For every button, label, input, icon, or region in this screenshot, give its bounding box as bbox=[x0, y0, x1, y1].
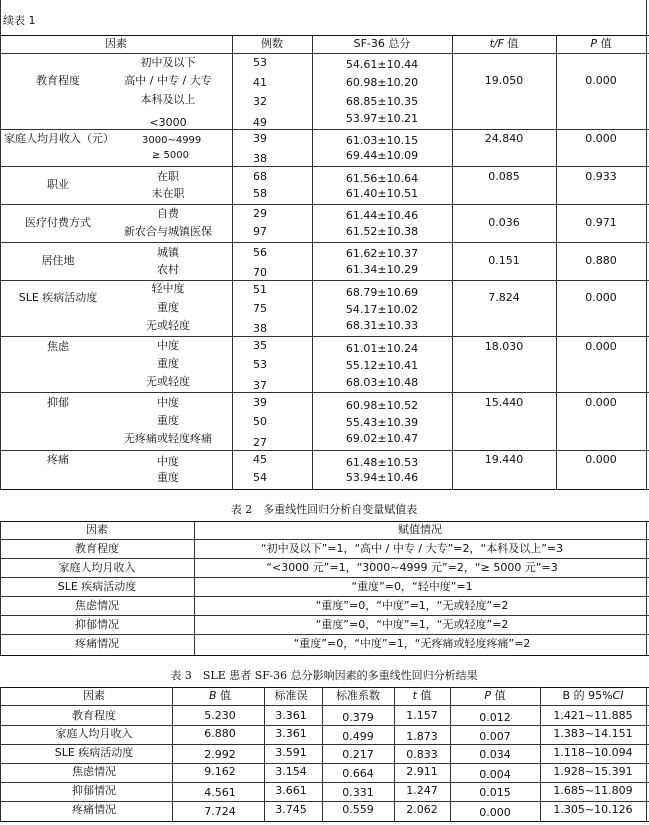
t1-n: 68 bbox=[253, 170, 267, 183]
t1-score: 60.98±10.20 bbox=[345, 76, 419, 89]
t1-n: 54 bbox=[253, 471, 267, 484]
t1-score: 61.56±10.64 bbox=[345, 172, 419, 185]
t1-group-name: 医疗付费方式 bbox=[25, 216, 91, 229]
t3-se: 3.661 bbox=[275, 784, 307, 797]
t1-level: 无或轻度 bbox=[146, 319, 190, 332]
t1-group-t: 18.030 bbox=[484, 340, 524, 353]
t3-t: 1.873 bbox=[406, 730, 438, 743]
t1-n: 45 bbox=[253, 453, 267, 466]
t1-group-name: SLE 疾病活动度 bbox=[18, 291, 98, 304]
t1-score: 60.98±10.52 bbox=[345, 399, 419, 412]
t1-n: 38 bbox=[253, 152, 267, 165]
t1-level: 重度 bbox=[157, 471, 179, 484]
t1-group-t: 0.036 bbox=[488, 216, 520, 229]
t3-header-b: B 值 bbox=[208, 689, 232, 702]
t1-score: 53.97±10.21 bbox=[345, 112, 419, 125]
t1-level: 无或轻度 bbox=[146, 375, 190, 388]
t1-n: 58 bbox=[253, 187, 267, 200]
t3-ci: 1.685~11.809 bbox=[553, 784, 633, 797]
t2-assign: “重度”=0，“轻中度”=1 bbox=[351, 580, 473, 593]
t1-level: 农村 bbox=[157, 263, 179, 276]
t1-group-p: 0.000 bbox=[585, 132, 617, 145]
t3-factor: 抑郁情况 bbox=[72, 784, 116, 797]
t2-factor: 抑郁情况 bbox=[75, 618, 119, 631]
t3-t: 1.247 bbox=[406, 784, 438, 797]
t3-beta: 0.331 bbox=[342, 786, 374, 799]
t1-level: 高中 / 中专 / 大专 bbox=[124, 74, 212, 87]
t3-beta: 0.499 bbox=[342, 730, 374, 743]
t1-n: 39 bbox=[253, 396, 267, 409]
t1-score: 69.02±10.47 bbox=[345, 432, 419, 445]
t1-score: 53.94±10.46 bbox=[345, 471, 419, 484]
t1-score: 61.62±10.37 bbox=[345, 247, 419, 260]
t1-n: 37 bbox=[253, 379, 267, 392]
t1-n: 75 bbox=[253, 302, 267, 315]
t1-group-p: 0.000 bbox=[585, 340, 617, 353]
t1-n: 56 bbox=[253, 246, 267, 259]
t1-level: 中度 bbox=[157, 396, 179, 409]
t1-n: 41 bbox=[253, 76, 267, 89]
t3-ci: 1.383~14.151 bbox=[553, 727, 633, 740]
t3-beta: 0.217 bbox=[342, 748, 374, 761]
t3-ci: 1.305~10.126 bbox=[553, 803, 633, 816]
t1-level: 初中及以下 bbox=[140, 56, 196, 69]
t1-n: 32 bbox=[253, 95, 267, 108]
t1-n: 38 bbox=[253, 322, 267, 335]
t1-group-t: 0.151 bbox=[488, 254, 520, 267]
t1-header-count: 例数 bbox=[261, 37, 283, 50]
t3-factor: 教育程度 bbox=[72, 709, 116, 722]
t1-level: 未在职 bbox=[151, 187, 185, 200]
t1-level: 本科及以上 bbox=[140, 93, 196, 106]
t1-group-name: 抑郁 bbox=[47, 396, 69, 409]
t3-factor: 疼痛情况 bbox=[72, 803, 116, 816]
t3-beta: 0.379 bbox=[342, 711, 374, 724]
t1-score: 68.85±10.35 bbox=[345, 95, 419, 108]
t2-header-factor: 因素 bbox=[86, 523, 108, 536]
t1-score: 61.34±10.29 bbox=[345, 263, 419, 276]
t1-score: 54.61±10.44 bbox=[345, 58, 419, 71]
t1-group-name: 焦虑 bbox=[47, 340, 69, 353]
t3-t: 0.833 bbox=[406, 748, 438, 761]
t2-factor: 家庭人均月收入 bbox=[58, 561, 136, 574]
t1-n: 50 bbox=[253, 415, 267, 428]
t1-level: 重度 bbox=[157, 414, 179, 427]
t1-group-p: 0.000 bbox=[585, 396, 617, 409]
t1-group-p: 0.000 bbox=[585, 291, 617, 304]
t1-level: <3000 bbox=[149, 116, 187, 129]
t3-b: 5.230 bbox=[204, 709, 236, 722]
t1-score: 61.52±10.38 bbox=[345, 225, 419, 238]
t1-score: 55.43±10.39 bbox=[345, 416, 419, 429]
t1-level: 中度 bbox=[157, 455, 179, 468]
t2-assign: “初中及以下”=1，“高中 / 中专 / 大专”=2，“本科及以上”=3 bbox=[260, 542, 564, 555]
t1-n: 97 bbox=[253, 225, 267, 238]
t1-level: 无疼痛或轻度疼痛 bbox=[124, 432, 212, 445]
t3-factor: SLE 疾病活动度 bbox=[54, 746, 134, 759]
t1-level: 新农合与城镇医保 bbox=[124, 225, 212, 238]
t1-group-p: 0.933 bbox=[585, 170, 617, 183]
t3-p: 0.015 bbox=[479, 786, 511, 799]
t3-b: 9.162 bbox=[204, 765, 236, 778]
table1-caption: 续表 1 bbox=[3, 14, 36, 27]
t1-group-t: 24.840 bbox=[484, 132, 524, 145]
t1-score: 69.44±10.09 bbox=[345, 149, 419, 162]
t1-header-sf36: SF-36 总分 bbox=[353, 37, 411, 50]
t3-factor: 焦虑情况 bbox=[72, 765, 116, 778]
t2-assign: “重度”=0，“中度”=1，“无或轻度”=2 bbox=[315, 599, 509, 612]
t1-group-t: 19.050 bbox=[484, 74, 524, 87]
t3-se: 3.591 bbox=[275, 746, 307, 759]
t1-group-t: 7.824 bbox=[488, 291, 520, 304]
t3-t: 1.157 bbox=[406, 709, 438, 722]
t3-header-t: t 值 bbox=[412, 689, 432, 702]
t1-n: 70 bbox=[253, 266, 267, 279]
t1-score: 61.40±10.51 bbox=[345, 187, 419, 200]
t3-p: 0.000 bbox=[479, 806, 511, 819]
t1-group-name: 职业 bbox=[47, 178, 69, 191]
table3-caption: 表 3 SLE 患者 SF-36 总分影响因素的多重线性回归分析结果 bbox=[170, 669, 478, 682]
t3-b: 4.561 bbox=[204, 786, 236, 799]
t1-header-p: P 值 bbox=[590, 37, 612, 50]
t2-factor: 焦虑情况 bbox=[75, 599, 119, 612]
t3-p: 0.034 bbox=[479, 748, 511, 761]
t1-group-name: 疼痛 bbox=[47, 453, 69, 466]
t3-p: 0.004 bbox=[479, 768, 511, 781]
t3-t: 2.911 bbox=[406, 765, 438, 778]
t1-level: 轻中度 bbox=[151, 282, 185, 295]
t3-header-beta: 标准系数 bbox=[336, 689, 380, 702]
t3-header-ci: B 的 95%CI bbox=[562, 689, 624, 702]
t1-score: 54.17±10.02 bbox=[345, 303, 419, 316]
t2-assign: “重度”=0，“中度”=1，“无疼痛或轻度疼痛”=2 bbox=[293, 637, 531, 650]
t1-score: 68.79±10.69 bbox=[345, 286, 419, 299]
t1-group-name: 教育程度 bbox=[36, 74, 80, 87]
t2-factor: 疼痛情况 bbox=[75, 637, 119, 650]
t1-level: 自费 bbox=[157, 207, 179, 220]
t1-score: 55.12±10.41 bbox=[345, 359, 419, 372]
t3-header-se: 标准误 bbox=[274, 689, 308, 702]
t3-ci: 1.928~15.391 bbox=[553, 765, 633, 778]
t1-n: 51 bbox=[253, 283, 267, 296]
t2-header-assign: 赋值情况 bbox=[398, 523, 442, 536]
t3-se: 3.154 bbox=[275, 765, 307, 778]
t2-assign: “重度”=0，“中度”=1，“无或轻度”=2 bbox=[315, 618, 509, 631]
t2-factor: 教育程度 bbox=[75, 542, 119, 555]
t3-b: 6.880 bbox=[204, 727, 236, 740]
t1-level: ≥ 5000 bbox=[152, 150, 190, 161]
t1-level: 中度 bbox=[157, 339, 179, 352]
t1-n: 27 bbox=[253, 436, 267, 449]
t1-score: 61.03±10.15 bbox=[345, 134, 419, 147]
t1-group-name: 居住地 bbox=[41, 254, 75, 267]
t1-group-name: 家庭人均月收入（元） bbox=[4, 132, 114, 145]
t1-n: 49 bbox=[253, 116, 267, 129]
t3-header-factor: 因素 bbox=[83, 689, 105, 702]
t1-score: 61.01±10.24 bbox=[345, 342, 419, 355]
t3-t: 2.062 bbox=[406, 803, 438, 816]
t3-p: 0.012 bbox=[479, 711, 511, 724]
t2-factor: SLE 疾病活动度 bbox=[57, 580, 137, 593]
t2-assign: “<3000 元”=1，“3000~4999 元”=2，“≥ 5000 元”=3 bbox=[266, 561, 558, 574]
t1-score: 61.48±10.53 bbox=[345, 456, 419, 469]
t3-ci: 1.118~10.094 bbox=[553, 746, 633, 759]
t1-group-t: 19.440 bbox=[484, 453, 524, 466]
t1-level: 重度 bbox=[157, 357, 179, 370]
t3-b: 2.992 bbox=[204, 748, 236, 761]
t1-level: 3000~4999 bbox=[142, 135, 202, 146]
t1-score: 68.31±10.33 bbox=[345, 319, 419, 332]
t1-group-t: 15.440 bbox=[484, 396, 524, 409]
t3-se: 3.745 bbox=[275, 803, 307, 816]
t1-n: 53 bbox=[253, 358, 267, 371]
table2-caption: 表 2 多重线性回归分析自变量赋值表 bbox=[230, 503, 418, 516]
t3-p: 0.007 bbox=[479, 730, 511, 743]
t3-header-p: P 值 bbox=[484, 689, 506, 702]
t1-n: 35 bbox=[253, 339, 267, 352]
t1-n: 53 bbox=[253, 56, 267, 69]
t1-level: 城镇 bbox=[157, 246, 179, 259]
t1-header-tf: t/F 值 bbox=[489, 37, 519, 50]
t1-level: 重度 bbox=[157, 301, 179, 314]
t1-n: 39 bbox=[253, 132, 267, 145]
t1-group-p: 0.880 bbox=[585, 254, 617, 267]
t1-score: 61.44±10.46 bbox=[345, 209, 419, 222]
t1-header-factor: 因素 bbox=[105, 37, 127, 50]
t1-score: 68.03±10.48 bbox=[345, 376, 419, 389]
t3-factor: 家庭人均月收入 bbox=[55, 727, 133, 740]
t3-ci: 1.421~11.885 bbox=[553, 709, 633, 722]
t1-group-p: 0.971 bbox=[585, 216, 617, 229]
t1-group-p: 0.000 bbox=[585, 453, 617, 466]
t3-beta: 0.559 bbox=[342, 803, 374, 816]
t3-se: 3.361 bbox=[275, 727, 307, 740]
t1-group-p: 0.000 bbox=[585, 74, 617, 87]
t3-b: 7.724 bbox=[204, 805, 236, 818]
t1-n: 29 bbox=[253, 207, 267, 220]
t3-beta: 0.664 bbox=[342, 767, 374, 780]
t1-level: 在职 bbox=[157, 170, 179, 183]
t1-group-t: 0.085 bbox=[488, 170, 520, 183]
t3-se: 3.361 bbox=[275, 709, 307, 722]
